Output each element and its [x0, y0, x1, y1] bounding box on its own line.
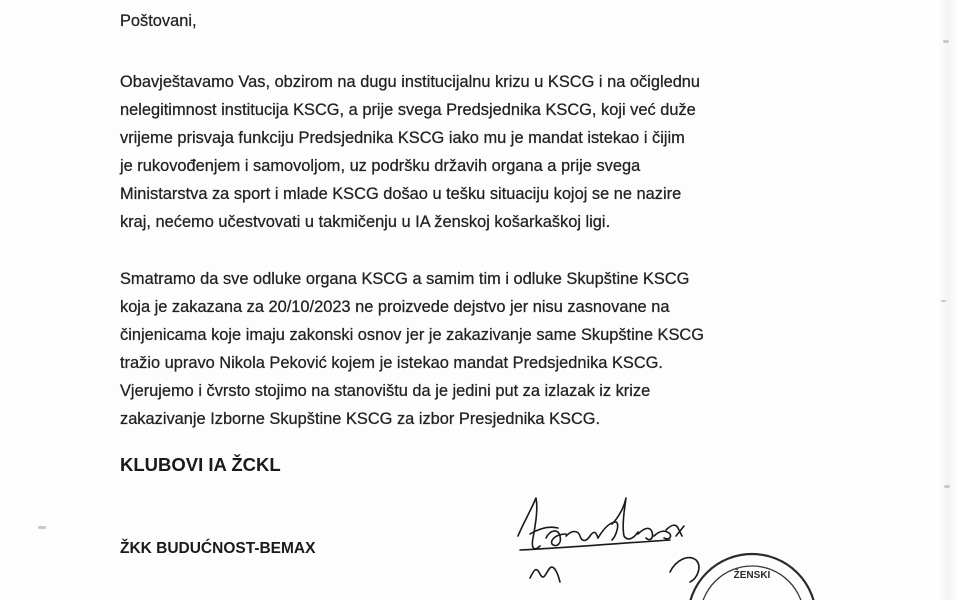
paragraph-1-line: Obavještavamo Vas, obzirom na dugu institucijalnu krizu u KSCG i na očiglednu: [120, 73, 701, 91]
round-stamp: [688, 554, 816, 600]
scan-speck: [943, 40, 949, 43]
paragraph-2-line: koja je zakazana za 20/10/2023 ne proizvede dejstvo jer nisu zasnovane na: [120, 298, 670, 316]
stamp-text: ŽENSKI: [733, 570, 771, 581]
paragraph-2-line: činjenicama koje imaju zakonski osnov jer je zakazivanje same Skupštine KSCG: [120, 326, 704, 344]
paragraph-1-line: vrijeme prisvaja funkciju Predsjednika KSCG iako mu je mandat istekao i čijim: [120, 129, 685, 147]
paragraph-1-line: Ministarstva za sport i mlade KSCG došao u tešku situaciju kojoj se ne nazire: [120, 185, 682, 203]
paragraph-2-line: tražio upravo Nikola Peković kojem je istekao mandat Predsjednika KSCG.: [120, 354, 663, 372]
handwritten-signature: [518, 498, 699, 582]
scan-speck: [38, 526, 46, 529]
paragraph-1-line: kraj, nećemo učestvovati u takmičenju u IA ženskoj košarkaškoj ligi.: [120, 213, 611, 231]
scan-speck: [941, 300, 946, 302]
scan-edge-shadow: [936, 0, 960, 600]
signatories-heading: KLUBOVI IA ŽCKL: [120, 454, 281, 475]
paragraph-2-line: Smatramo da sve odluke organa KSCG a samim tim i odluke Skupštine KSCG: [120, 270, 690, 288]
club-name: ŽKK BUDUĆNOST-BEMAX: [120, 540, 316, 557]
paragraph-1-line: nelegitimnost institucija KSCG, a prije svega Predsjednika KSCG, koji već duže: [120, 101, 696, 119]
paragraph-1-line: je rukovođenjem i samovoljom, uz podršku državih organa a prije svega: [120, 157, 641, 175]
letter-salutation: Poštovani,: [120, 12, 197, 30]
signature-and-stamp: [500, 478, 840, 600]
paragraph-2-line: Vjerujemo i čvrsto stojimo na stanovištu da je jedini put za izlazak iz krize: [120, 382, 651, 400]
paragraph-2-line: zakazivanje Izborne Skupštine KSCG za izbor Presjednika KSCG.: [120, 410, 601, 428]
scan-speck: [944, 485, 950, 488]
